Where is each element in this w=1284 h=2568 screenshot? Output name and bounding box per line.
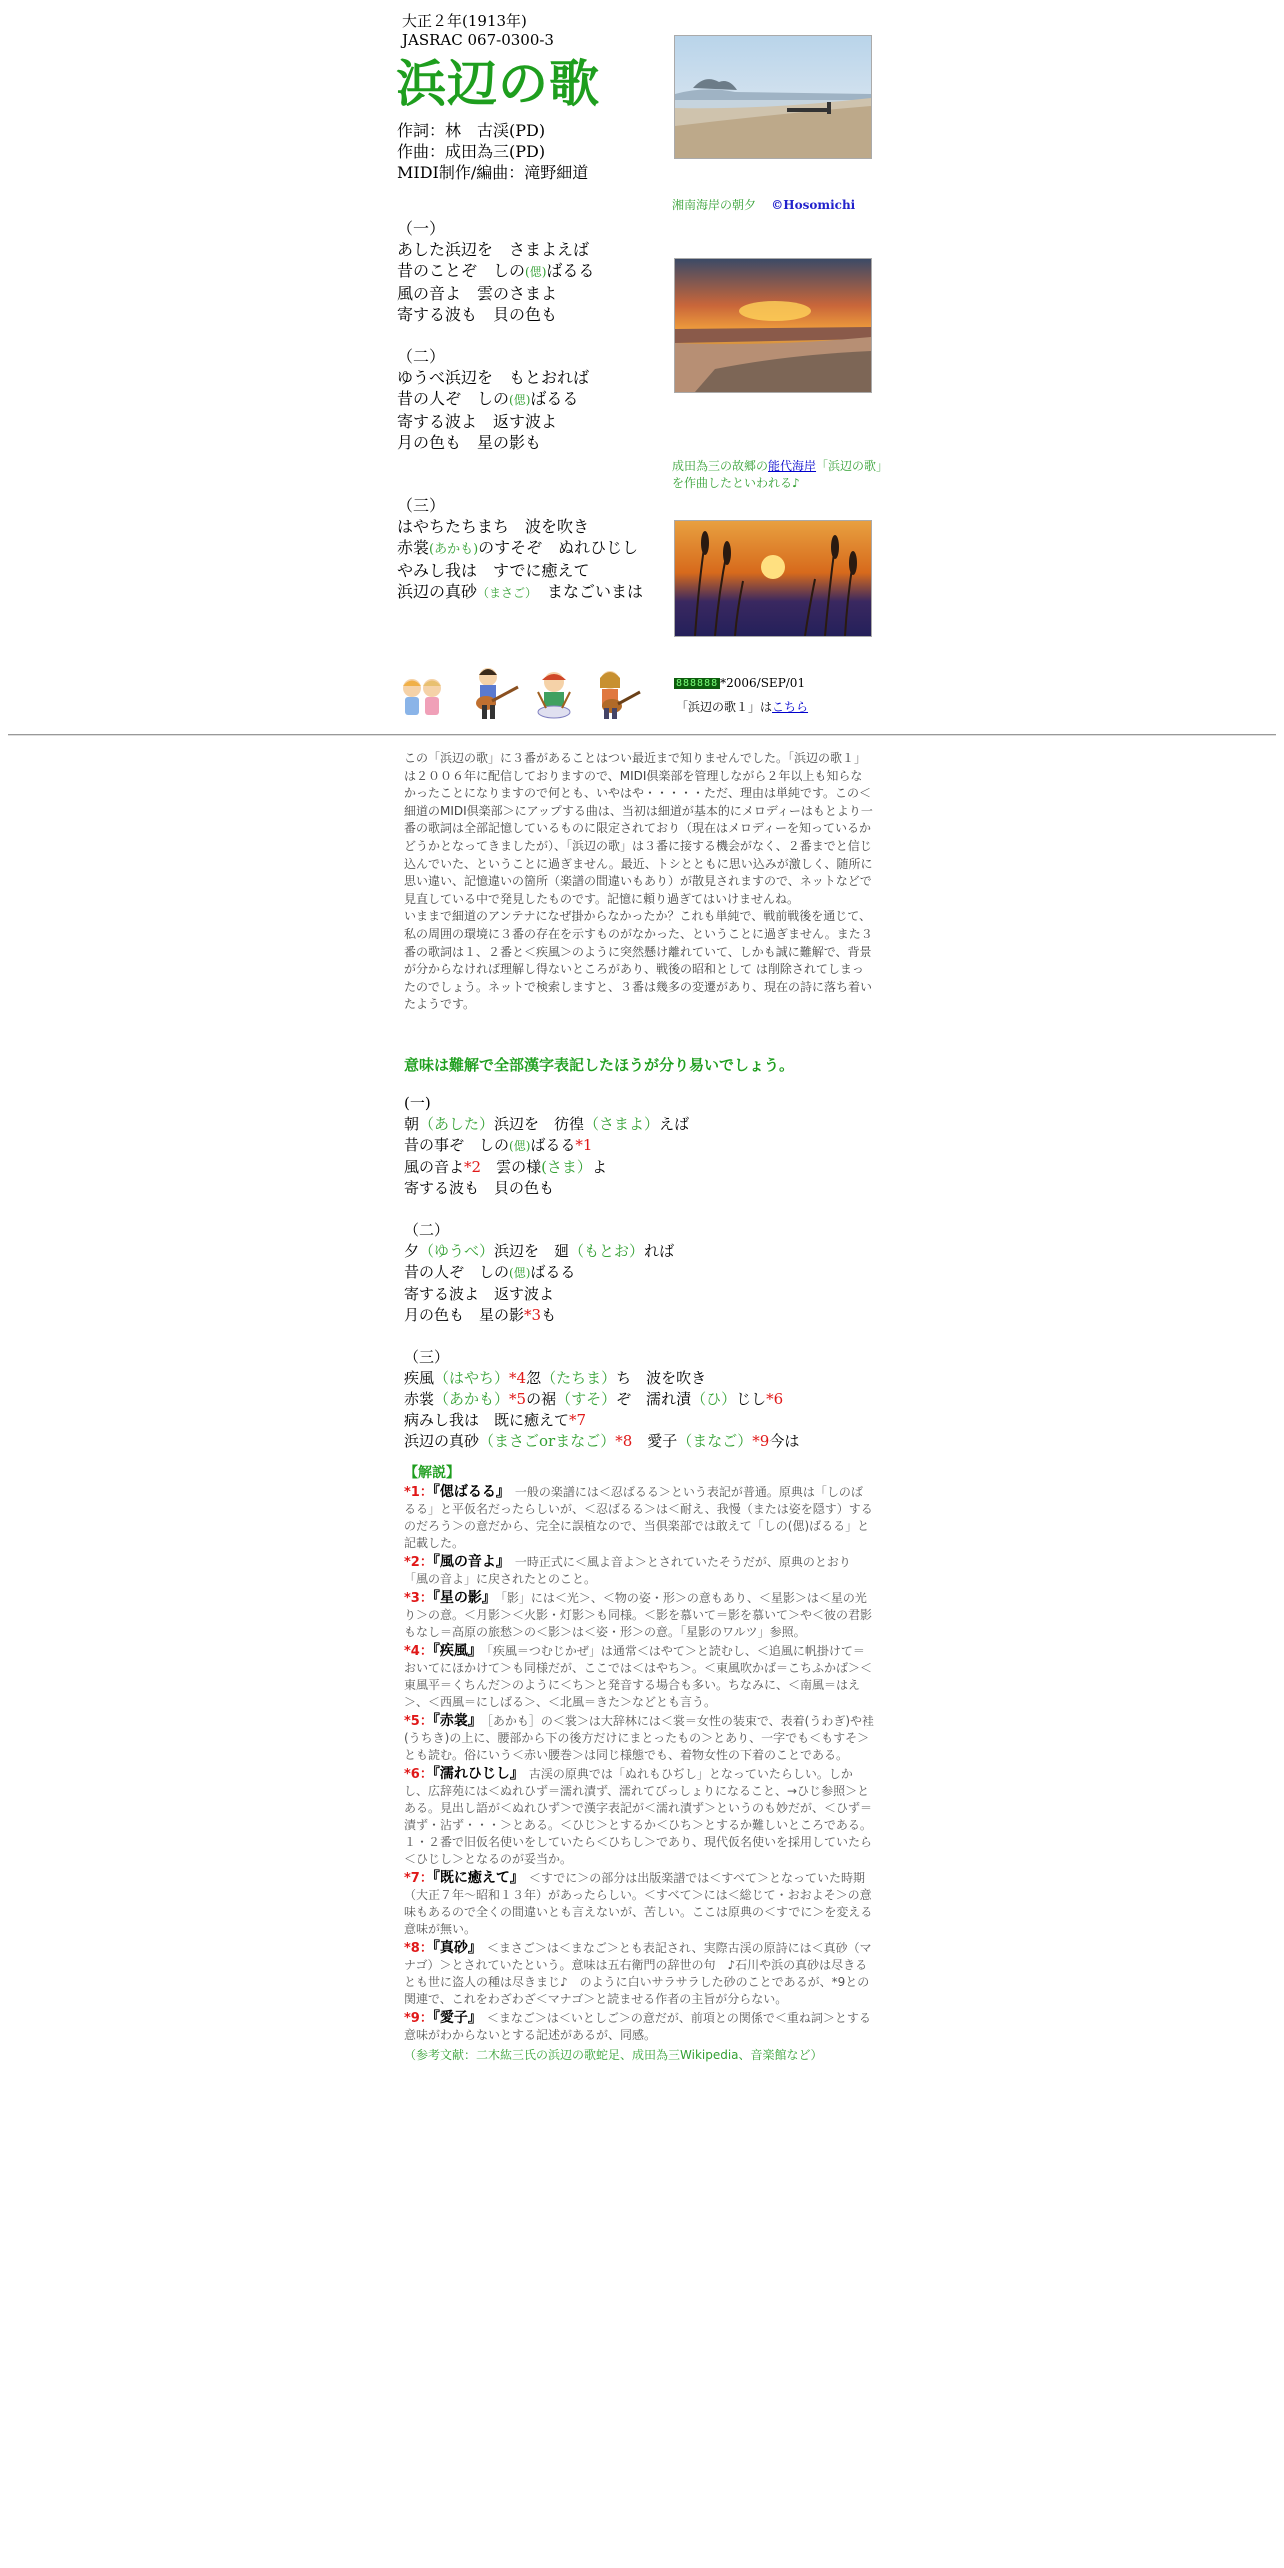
guitarist-icon <box>464 665 522 721</box>
notes-section <box>404 1462 878 2063</box>
note-keyword: 『偲ばるる』 <box>432 1484 503 1500</box>
note-number: *5： <box>404 1714 433 1729</box>
composer: 作曲：成田為三(PD) <box>397 142 546 161</box>
note-text: 「影」には＜光＞、＜物の姿・形＞の意もあり、＜星影＞は＜星の光り＞の意。＜月影＞＜火影・灯影＞も同様。＜影を慕いて＝影を慕いて＞や＜彼の君影もなし＝高原の旅愁＞の＜影＞は＜姿・形＞の意。「星影のワルツ」参照。 <box>404 1591 873 1639</box>
verse-line: 寄する波も 貝の色も <box>397 305 558 324</box>
kanji-line: 昔の事ぞ しの(偲)ばるる*1 <box>404 1136 593 1154</box>
verse-text: 浜辺の真砂 <box>397 582 478 601</box>
note-number: *2： <box>404 1555 433 1570</box>
verse-text: 昔のことぞ しの <box>397 261 526 280</box>
kanji-line: 寄する波よ 返す波よ <box>404 1285 555 1303</box>
essay-text: この「浜辺の歌」に３番があることはつい最近まで知りませんでした。「浜辺の歌１」は２００６年に配信しておりますので、MIDI倶楽部を管理しながら２年以上も知らなかったことになりますので何とも、いやはや・・・・・ただ、理由は単純です。この＜細道のMIDI倶楽部＞にアップする曲は、当初は細道が基本的にメロディーはもとより一番の歌詞は全部記憶しているものに限定されており（現在はメロディーを知っているかどうかとなってきましたが）、「浜辺の歌」は３番に接する機会がなく、２番までと信じ込んでいた、ということに過ぎません。最近、トシとともに思い込みが激しく、随所に思い違い、記憶違いの箇所（楽譜の間違いもあり）が散見されますので、ネットなどで見直している中で発見したものです。記憶に頼り過ぎてはいけませんね。 いままで細道のアンテナになぜ掛からなかったか？これも単純で、戦前戦後を通じて、私の周囲の環境に３番の存在を示すものがなかった、ということに過ぎません。また３番の歌詞は１、２番と＜疾風＞のように突然懸け離れていて、しかも誠に難解で、背景が分からなければ理解し得ないところがあり、戦後の昭和として は削除されてしまったのでしょう。ネットで検索しますと、３番は幾多の変遷があり、現在の詩に落ち着いたようです。 <box>404 751 873 1012</box>
note-number: *4： <box>404 1644 433 1659</box>
kanji-line: 赤裳（あかも）*5の裾（すそ）ぞ 濡れ漬（ひ）じし*6 <box>404 1390 784 1408</box>
note-keyword: 『疾風』 <box>432 1643 475 1659</box>
kanji-line: 風の音よ*2 雲の様(さま）よ <box>404 1158 607 1176</box>
kanji-line: 夕（ゆうべ）浜辺を 廻（もとお）れば <box>404 1242 675 1260</box>
kanji-line: 朝（あした）浜辺を 彷徨（さまよ）えば <box>404 1115 690 1133</box>
note-number: *6： <box>404 1767 433 1782</box>
kanji-line: 疾風（はやち）*4忽（たちま）ち 波を吹き <box>404 1369 707 1387</box>
note-item <box>404 1766 874 1868</box>
part1-link-text: 「浜辺の歌１」は <box>676 700 773 714</box>
kanji-line: 浜辺の真砂（まさごorまなご）*8 愛子（まなご）*9今は <box>404 1432 800 1450</box>
singer-guitar-icon <box>590 668 642 720</box>
reeds-sunset-photo <box>674 520 872 637</box>
copyright: ©Hosomichi <box>771 198 856 212</box>
kanji-verse-2-heading: （二） <box>404 1221 450 1239</box>
verse-line <box>397 260 643 283</box>
notes-list <box>404 1484 878 2044</box>
verse-line <box>397 388 643 411</box>
verse-line <box>397 581 643 604</box>
verse-text: ばるる <box>530 389 579 408</box>
kanji-verse-1-heading: (一) <box>404 1094 431 1112</box>
caption-text: 湘南海岸の朝夕 <box>672 198 757 212</box>
twin-kids-icon <box>400 672 446 720</box>
ruby-text: (偲) <box>525 265 547 279</box>
note-text: 一時正式に＜風よ音よ＞とされていたそうだが、原典のとおり「風の音よ」に戻されたとのこと。 <box>404 1555 851 1586</box>
note-keyword: 『真砂』 <box>432 1940 475 1956</box>
note-keyword: 『既に癒えて』 <box>432 1870 517 1886</box>
note-text: 一般の楽譜には＜忍ばるる＞という表記が普通。原典は「しのばるる」と平仮名だったらしいが、＜忍ばるる＞は＜耐え、我慢（または姿を隠す）するのだろう＞の意だから、完全に誤植なので、当倶楽部では敢えて「しの(偲)ばるる」と記載した。 <box>404 1485 873 1550</box>
note-text: 古渓の原典では「ぬれもひぢし」となっていたらしい。しかし、広辞苑には＜ぬれひず＝濡れ漬ず、濡れてびっしょりになること、→ひじ参照＞とある。見出し語が＜ぬれひず＞で漢字表記が＜濡れ漬ず＞というのも妙だが、＜ひず＝漬ず・沾ず・・・＞とある。＜ひじ＞とするか＜ひち＞とするか難しいところである。１・２番で旧仮名使いをしていたら＜ひちし＞であり、現代仮名使いを採用していたら＜ひじし＞となるのが妥当か。 <box>404 1767 873 1866</box>
note-item <box>404 1484 874 1552</box>
note-item <box>404 1713 874 1764</box>
note-number: *3： <box>404 1591 433 1606</box>
era-label: 大正２年(1913年) <box>402 12 527 30</box>
counter-row <box>674 676 805 690</box>
access-counter: 888888 <box>676 678 719 689</box>
divider <box>8 734 1276 736</box>
note-text: ［あかも］の＜裳＞は大辞林には＜裳＝女性の装束で、表着(うわぎ)や袿(うちき)の上に、腰部から下の後方だけにまとったもの＞とあり、一字でも＜もすそ＞とも読む。俗にいう＜赤い腰巻＞は同じ様態でも、着物女性の下着のことである。 <box>404 1714 875 1762</box>
verse-1-heading: （一） <box>397 219 446 238</box>
kanji-line: 寄する波も 貝の色も <box>404 1179 555 1197</box>
note-keyword: 『愛子』 <box>432 2010 475 2026</box>
page-title: 浜辺の歌 <box>396 54 600 113</box>
note-item <box>404 2010 874 2044</box>
note-keyword: 『風の音よ』 <box>432 1554 503 1570</box>
lyricist: 作詞：林 古渓(PD) <box>397 121 546 140</box>
caption-2-post: 「浜辺の歌」を作曲したといわれる♪ <box>672 459 889 490</box>
notes-heading: 【解説】 <box>404 1465 460 1481</box>
verse-line: あした浜辺を さまよえば <box>397 240 590 259</box>
verse-text: 赤裳 <box>397 538 430 557</box>
kanji-lead: 意味は難解で全部漢字表記したほうが分り易いでしょう。 <box>404 1056 795 1074</box>
kanji-lyrics <box>404 1093 799 1452</box>
verse-line: やみし我は すでに癒えて <box>397 561 590 580</box>
kanji-line: 昔の人ぞ しの(偲)ばるる <box>404 1263 576 1281</box>
photo-caption-2 <box>672 458 892 492</box>
note-item <box>404 1870 874 1938</box>
note-text: ＜まさご＞は＜まなご＞とも表記され、実際古渓の原詩には＜真砂（マナゴ）＞とされていたという。意味は五右衛門の辞世の句 ♪石川や浜の真砂は尽きるとも世に盗人の種は尽きまじ♪ のように白いサラサラした砂のことであるが、*9との関連で、これをわざわざ＜マナゴ＞と読ませる作者の主旨が分らない。 <box>404 1941 872 2006</box>
verse-line: はやちたちまち 波を吹き <box>397 517 590 536</box>
note-item <box>404 1940 874 2008</box>
verse-text: ばるる <box>546 261 595 280</box>
note-number: *1： <box>404 1485 433 1500</box>
verse-line: 寄する波よ 返す波よ <box>397 412 558 431</box>
part1-link-row <box>676 698 808 715</box>
start-date: *2006/SEP/01 <box>720 676 806 690</box>
note-keyword: 『赤裳』 <box>432 1713 475 1729</box>
kanji-verse-3-heading: （三） <box>404 1348 450 1366</box>
verse-line: 風の音よ 雲のさまよ <box>397 284 558 303</box>
note-keyword: 『星の影』 <box>432 1590 489 1606</box>
beach-photo <box>674 35 872 159</box>
note-item <box>404 1590 874 1641</box>
drummer-icon <box>532 668 578 720</box>
note-text: ＜すでに＞の部分は出版楽譜では＜すべて＞となっていた時期（大正７年～昭和１３年）があったらしい。＜すべて＞には＜総じて・おおよそ＞の意味もあるので全くの間違いとも言えないが、苦しい。ここは原典の＜すでに＞を変える意味が無い。 <box>404 1871 873 1936</box>
verse-text: まなごいまは <box>531 582 644 601</box>
photo-caption-1 <box>672 197 855 214</box>
note-item <box>404 1554 874 1588</box>
verse-2-heading: （二） <box>397 347 446 366</box>
note-text: ＜まなご＞は＜いとしご＞の意だが、前項との関係で＜重ね詞＞とする意味がわからないとする記述があるが、同感。 <box>404 2011 871 2042</box>
caption-2-pre: 成田為三の故郷の <box>672 459 769 473</box>
kanji-line: 月の色も 星の影*3も <box>404 1306 557 1324</box>
verse-text: のすそぞ ぬれひじし <box>478 538 639 557</box>
original-lyrics <box>397 218 643 604</box>
verse-3-heading: （三） <box>397 496 446 515</box>
sunset-photo <box>674 258 872 393</box>
ruby-text: (偲) <box>509 393 531 407</box>
kanji-line: 病みし我は 既に癒えて*7 <box>404 1411 587 1429</box>
midi-credit: MIDI制作/編曲：滝野細道 <box>397 163 589 182</box>
note-keyword: 『濡れひじし』 <box>432 1766 517 1782</box>
note-item <box>404 1643 874 1711</box>
verse-line: ゆうべ浜辺を もとおれば <box>397 368 590 387</box>
note-number: *9： <box>404 2011 433 2026</box>
note-number: *8： <box>404 1941 433 1956</box>
verse-line <box>397 537 643 560</box>
ruby-text: (あかも) <box>429 542 479 557</box>
verse-text: 昔の人ぞ しの <box>397 389 510 408</box>
ruby-text: （まさご） <box>477 586 532 600</box>
note-number: *7： <box>404 1871 433 1886</box>
references: （参考文献：二木紘三氏の浜辺の歌蛇足、成田為三Wikipedia、音楽館など） <box>404 2048 823 2062</box>
verse-line: 月の色も 星の影も <box>397 433 542 452</box>
part1-link[interactable]: こちら <box>772 700 809 714</box>
noshiro-coast-link[interactable]: 能代海岸 <box>768 459 817 473</box>
jasrac-code: JASRAC 067-0300-3 <box>402 31 554 49</box>
note-text: 「疾風＝つむじかぜ」は通常＜はやて＞と読むし、＜追風に帆掛けて＝おいてにほかけて＞も同様だが、ここでは＜はやち＞。＜東風吹かば＝こちふかば＞＜東風平＝くちんだ＞のように＜ち＞と発音する場合も多い。ちなみに、＜南風＝はえ＞、＜西風＝にしばる＞、＜北風＝きた＞などとも言う。 <box>404 1644 873 1709</box>
